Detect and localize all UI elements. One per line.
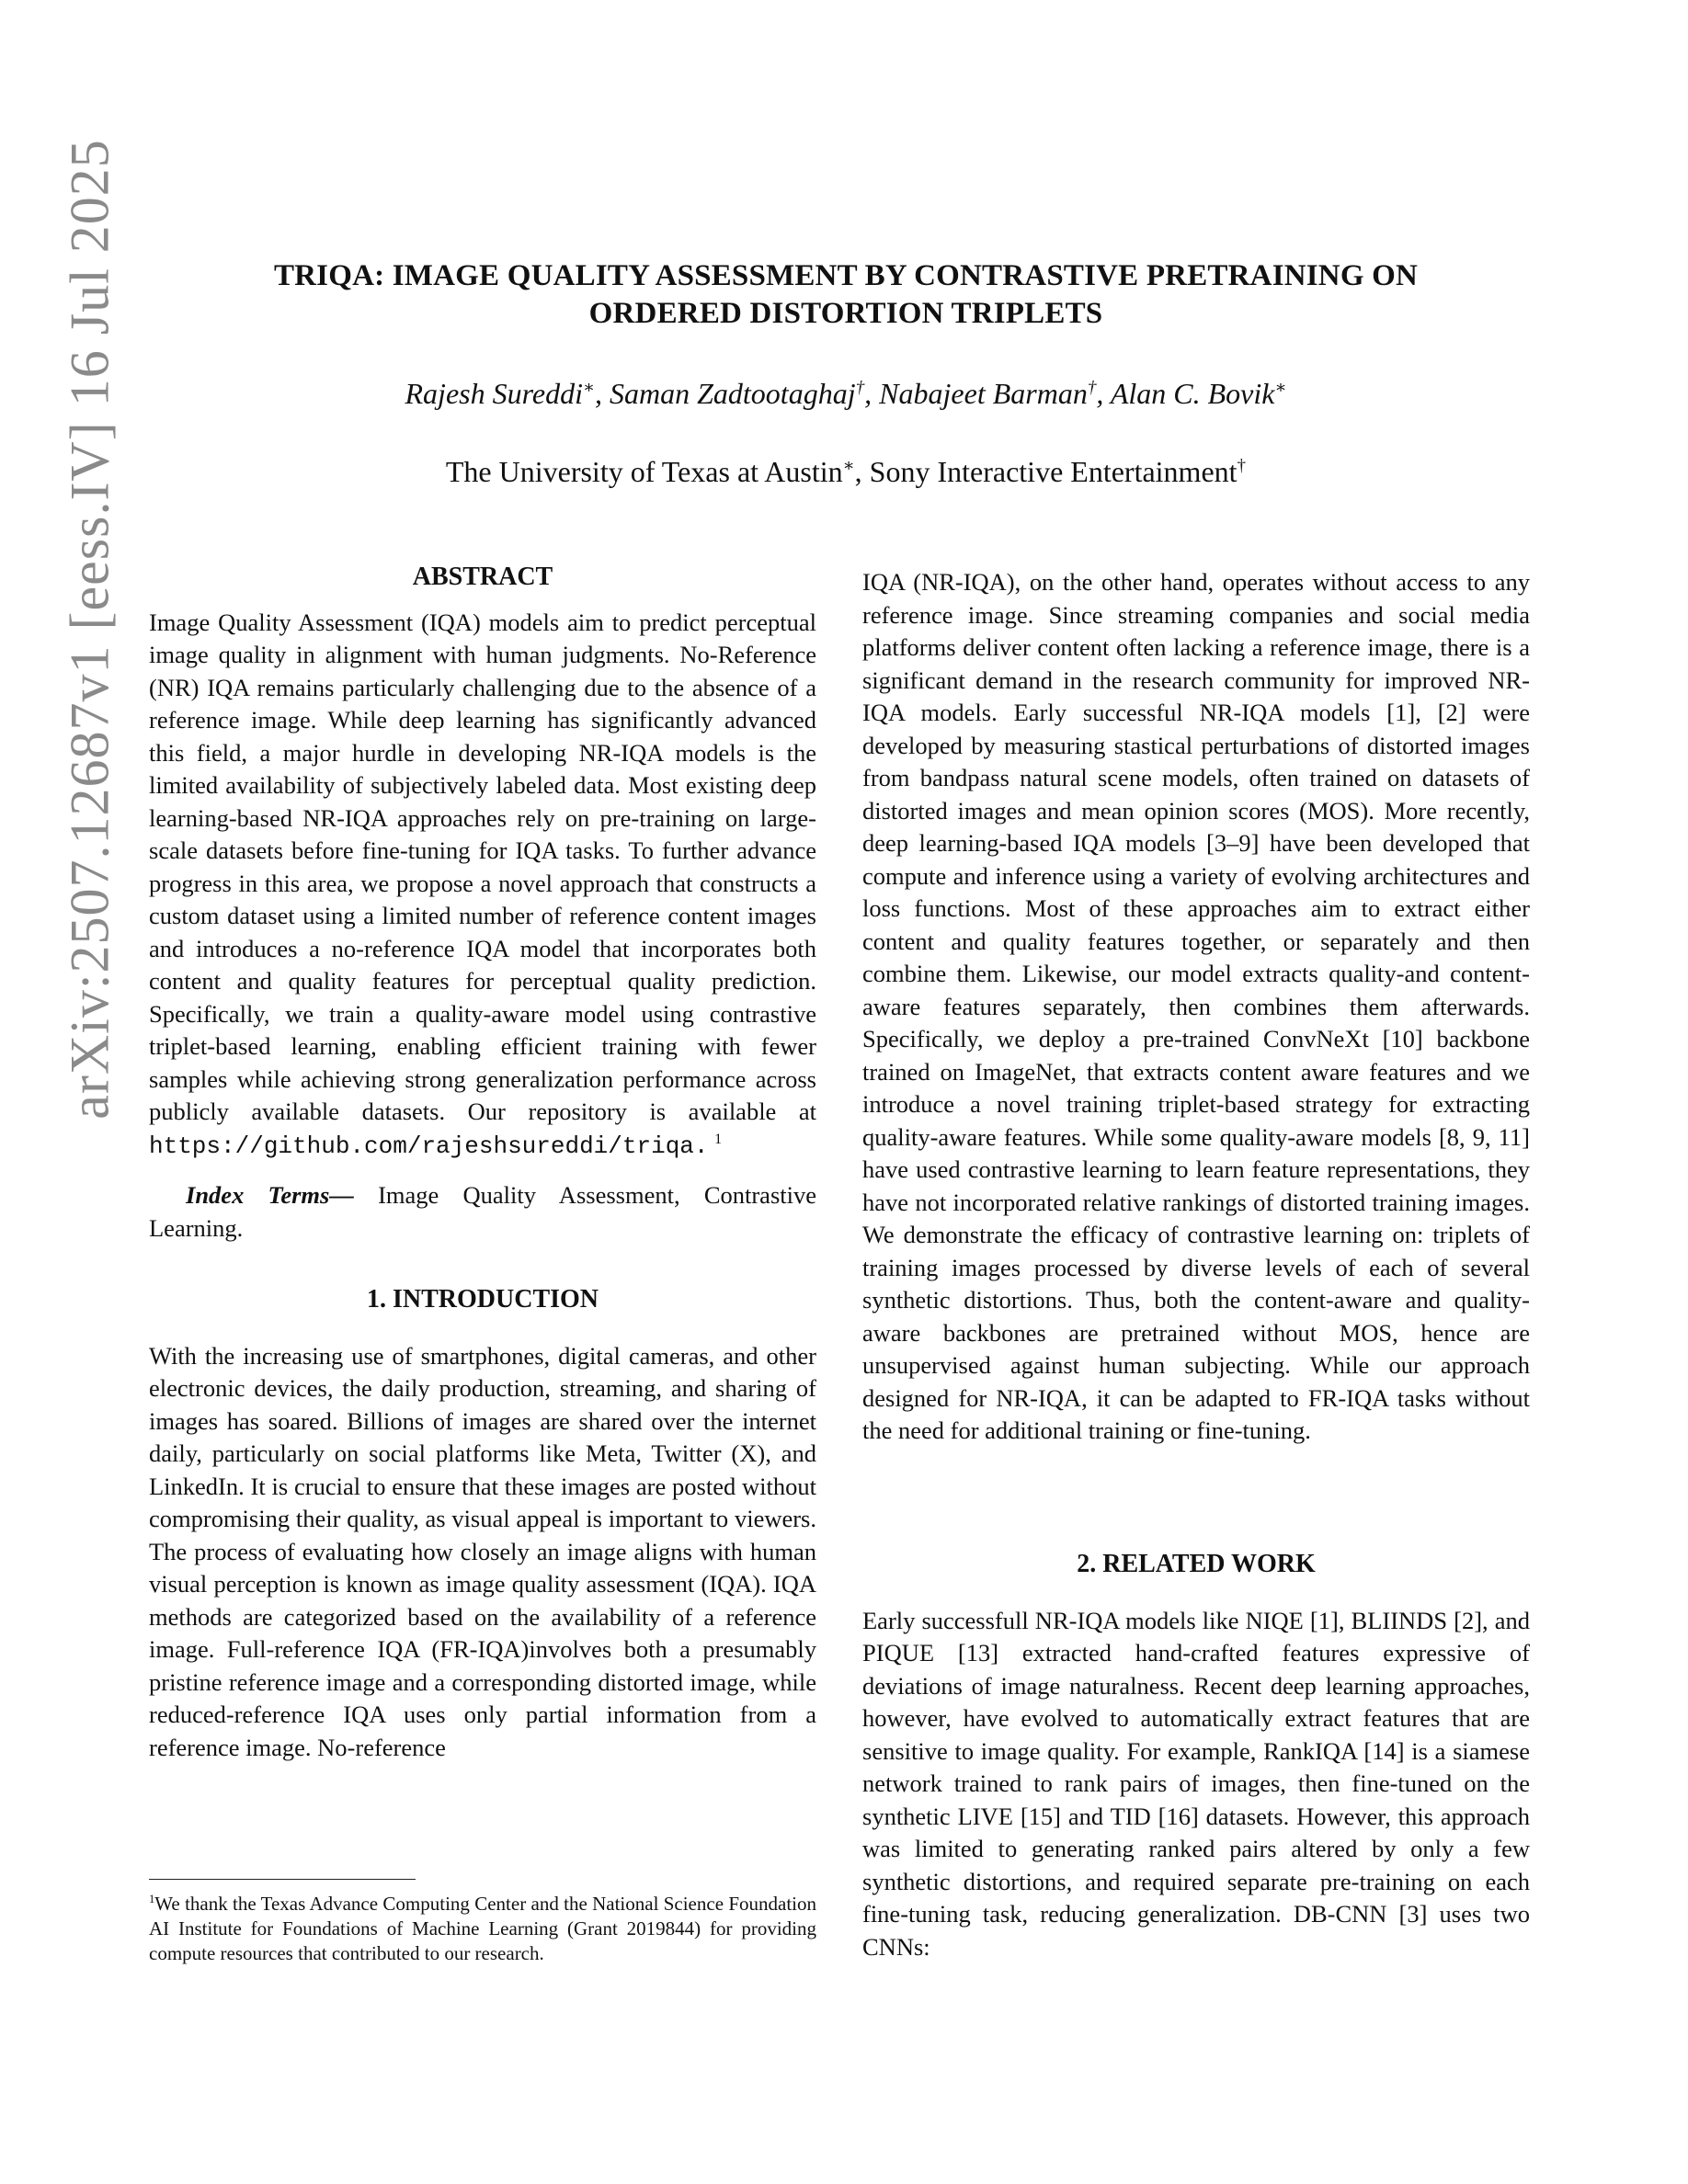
author-name: Saman Zadtootaghaj	[610, 377, 856, 410]
footnote-mark: 1	[149, 1893, 155, 1905]
index-terms-text: Image Quality Assessment, Contrastive Learning.	[149, 1181, 816, 1242]
affiliation-mark: ∗	[842, 456, 855, 476]
repository-link[interactable]: https://github.com/rajeshsureddi/triqa.	[149, 1132, 709, 1160]
footnote-text: We thank the Texas Advance Computing Center and the National Science Foundation AI Institute for Foundations of Machine Learning (Grant 2019844) for providing compute resources that contributed to our research.	[149, 1893, 816, 1964]
intro-heading: 1. INTRODUCTION	[366, 1285, 599, 1314]
affiliations	[184, 455, 1508, 489]
footnote-rule	[149, 1879, 416, 1880]
affiliation-separator: ,	[854, 455, 870, 488]
title-line-2: ORDERED DISTORTION TRIPLETS	[588, 297, 1103, 330]
affiliation-mark: †	[1237, 456, 1247, 476]
index-terms	[149, 1179, 816, 1245]
footnote	[149, 1892, 816, 1966]
abstract-body	[149, 607, 816, 1164]
footnote-ref: 1	[714, 1131, 723, 1147]
related-work-heading: 2. RELATED WORK	[1077, 1550, 1316, 1578]
paper-title	[184, 257, 1508, 333]
abstract-text: Image Quality Assessment (IQA) models aim to predict perceptual image quality in alignment with human judgments. No-Reference (NR) IQA remains particularly challenging due to the absence of a reference image. While deep learning has significantly advanced this field, a major hurdle in developing NR-IQA models is the limited availability of subjectively labeled data. Most existing deep learning-based NR-IQA approaches rely on pre-training on large-scale datasets before fine-tuning for IQA tasks. To further advance progress in this area, we propose a novel approach that constructs a custom dataset using a limited number of reference content images and introduces a no-reference IQA model that incorporates both content and quality features for perceptual quality prediction. Specifically, we train a quality-aware model using contrastive triplet-based learning, enabling efficient training with fewer samples while achieving strong generalization performance across publicly available datasets. Our repository is available at	[149, 608, 816, 1125]
intro-text: With the increasing use of smartphones, digital cameras, and other electronic devices, the daily production, streaming, and sharing of images has soared. Billions of images are shared over the internet daily, particularly on social platforms like Meta, Twitter (X), and LinkedIn. It is crucial to ensure that these images are posted without compromising their quality, as visual appeal is important to viewers. The process of evaluating how closely an image aligns with human visual perception is known as image quality assessment (IQA). IQA methods are categorized based on the availability of a reference image. Full-reference IQA (FR-IQA)involves both a presumably pristine reference image and a corresponding distorted image, while reduced-reference IQA uses only partial information from a reference image. No-reference	[149, 1341, 816, 1761]
author-mark: †	[1087, 378, 1097, 398]
index-terms-label: Index Terms—	[186, 1181, 354, 1209]
intro-text-continued: IQA (NR-IQA), on the other hand, operates without access to any reference image. Since streaming companies and social media platforms deliver content often lacking a reference image, there is a significant demand in the research community for improved NR-IQA models. Early successful NR-IQA models [1], [2] were developed by measuring stastical perturbations of distorted images from bandpass natural scene models, often trained on datasets of distorted images and mean opinion scores (MOS). More recently, deep learning-based IQA models [3–9] have been developed that compute and inference using a variety of evolving architectures and loss functions. Most of these approaches aim to extract either content and quality features together, or separately and then combine them. Likewise, our model extracts quality-and content-aware features separately, then combines them afterwards. Specifically, we deploy a pre-trained ConvNeXt [10] backbone trained on ImageNet, that extracts content aware features and we introduce a novel training triplet-based strategy for extracting quality-aware features. While some quality-aware models [8, 9, 11] have used contrastive learning to learn feature representations, they have not incorporated relative rankings of distorted training images. We demonstrate the efficacy of contrastive learning on: triplets of training images processed by diverse levels of each of several synthetic distortions. Thus, both the content-aware and quality-aware backbones are pretrained without MOS, hence are unsupervised against human subjecting. While our approach designed for NR-IQA, it can be adapted to FR-IQA tasks without the need for additional training or fine-tuning.	[862, 568, 1530, 1444]
author-list	[184, 377, 1508, 411]
intro-paragraph-continued	[862, 566, 1530, 1511]
author-name: Nabajeet Barman	[879, 377, 1088, 410]
related-work-paragraph: Early successfull NR-IQA models like NIQE [1], BLIINDS [2], and PIQUE [13] extracted hand-crafted features expressive of deviations of image naturalness. Recent deep learning approaches, however, have evolved to automatically extract features that are sensitive to image quality. For example, RankIQA [14] is a siamese network trained to rank pairs of images, then fine-tuned on the synthetic LIVE [15] and TID [16] datasets. However, this approach was limited to generating ranked pairs altered by only a few synthetic distortions, and required separate pre-training on each fine-tuning task, reducing generalization. DB-CNN [3] uses two CNNs:	[862, 1606, 1530, 1961]
affiliation-ut: The University of Texas at Austin	[445, 455, 843, 488]
author-mark: †	[855, 378, 865, 398]
author-separator: ,	[864, 377, 880, 410]
author-name: Rajesh Sureddi	[405, 377, 583, 410]
right-column	[862, 566, 1530, 1963]
arxiv-identifier: arXiv:2507.12687v1 [eess.IV] 16 Jul 2025	[59, 139, 120, 1120]
author-separator: ,	[595, 377, 610, 410]
author-mark: ∗	[1274, 378, 1287, 398]
affiliation-sony: Sony Interactive Entertainment	[869, 455, 1237, 488]
left-column	[149, 561, 816, 1791]
author-name: Alan C. Bovik	[1110, 377, 1275, 410]
author-separator: ,	[1096, 377, 1111, 410]
intro-paragraph-start	[149, 1340, 816, 1791]
title-line-1: TRIQA: IMAGE QUALITY ASSESSMENT BY CONTRASTIVE PRETRAINING ON	[273, 259, 1419, 292]
abstract-heading: ABSTRACT	[412, 563, 553, 591]
author-mark: ∗	[582, 378, 595, 398]
